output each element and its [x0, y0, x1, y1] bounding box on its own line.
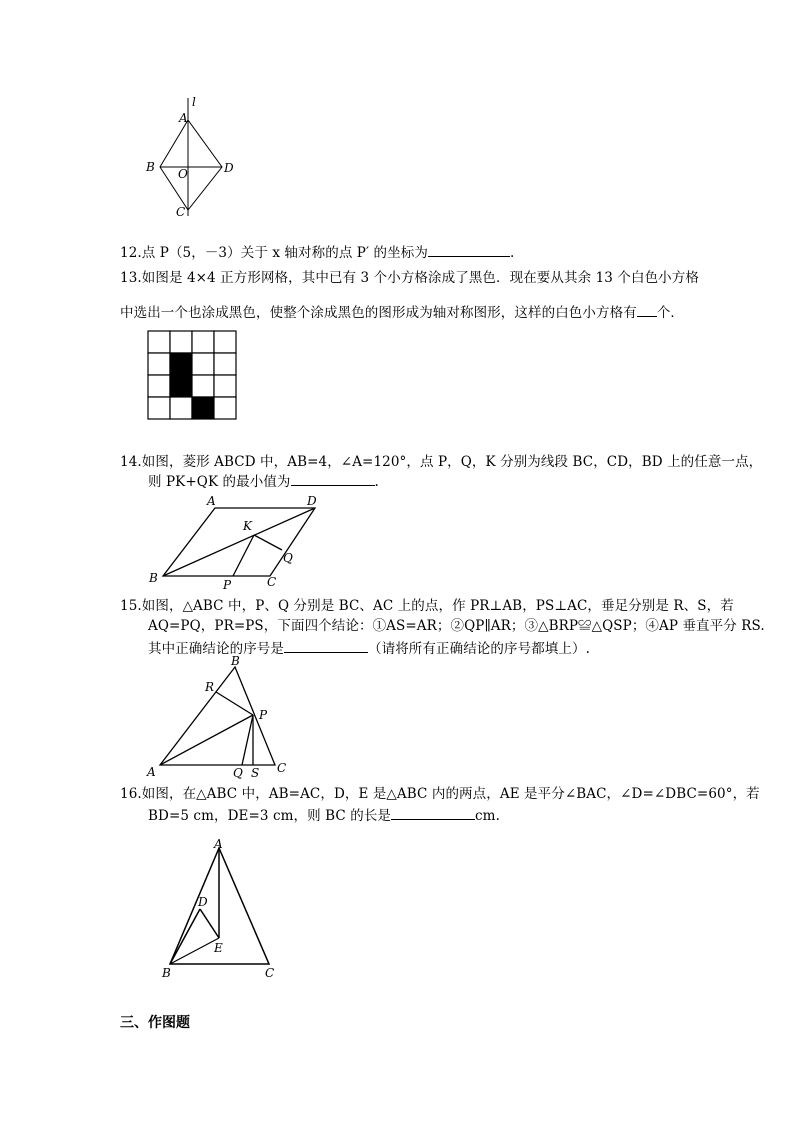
- label-q: Q: [283, 551, 293, 565]
- label-d: D: [224, 161, 234, 175]
- q14-line2-text: 则 PK+QK 的最小值为: [148, 474, 291, 490]
- q16-line2-text: BD=5 cm，DE=3 cm，则 BC 的长是: [148, 808, 392, 824]
- label-q: Q: [233, 766, 243, 780]
- label-a: A: [207, 494, 216, 508]
- section-heading: 三、作图题: [120, 1015, 190, 1031]
- q12-tail: .: [509, 245, 515, 261]
- q12-answer-blank: [428, 242, 510, 257]
- rhombus-abcd: [160, 120, 222, 210]
- q14-answer-blank: [291, 471, 375, 486]
- label-b: B: [162, 966, 171, 980]
- question-15-line2: AQ=PQ，PR=PS，下面四个结论：①AS=AR；②QP∥AR；③△BRP≌△QSP；④AP 垂直平分 RS.: [148, 618, 765, 634]
- label-k: K: [243, 519, 252, 533]
- label-b: B: [146, 160, 155, 174]
- label-c: C: [277, 761, 287, 775]
- label-b: B: [231, 654, 240, 668]
- figure-triangle-de: [158, 838, 288, 983]
- q16-line2-tail: cm.: [475, 808, 500, 824]
- segment-kp: [233, 535, 254, 576]
- grid-cell-r2-c0: [148, 375, 170, 397]
- label-p: P: [223, 578, 232, 592]
- grid-cell-r1-c3: [214, 353, 236, 375]
- segment-kq: [254, 535, 282, 550]
- grid-cell-r0-c2: [192, 331, 214, 353]
- q15-line3-text: 其中正确结论的序号是: [148, 641, 284, 657]
- grid-cell-r1-c1: [170, 353, 192, 375]
- q13-line2-text: 中选出一个也涂成黑色，使整个涂成黑色的图形成为轴对称图形，这样的白色小方格有: [120, 305, 637, 321]
- q15-line3-tail: （请将所有正确结论的序号都填上）.: [368, 641, 590, 657]
- label-d: D: [307, 494, 317, 508]
- q12-text: 12.点 P（5，－3）关于 x 轴对称的点 P′ 的坐标为: [120, 245, 428, 261]
- q14-tail: .: [374, 474, 379, 490]
- label-p: P: [259, 708, 268, 722]
- label-a: A: [214, 837, 223, 851]
- label-e: E: [214, 941, 223, 955]
- label-s: S: [251, 766, 260, 780]
- label-o: O: [178, 167, 188, 181]
- grid-cell-r1-c2: [192, 353, 214, 375]
- grid-cell-r2-c2: [192, 375, 214, 397]
- segment-ap: [160, 715, 253, 765]
- question-16-line1: 16.如图，在△ABC 中，AB=AC，D，E 是△ABC 内的两点，AE 是平分∠BAC，∠D=∠DBC=60°，若: [120, 786, 760, 802]
- grid-cell-r0-c1: [170, 331, 192, 353]
- grid-cell-r2-c1: [170, 375, 192, 397]
- question-14-line2: [148, 471, 379, 492]
- question-13-line1: 13.如图是 4×4 正方形网格，其中已有 3 个小方格涂成了黑色．现在要从其余 13 个白色小方格: [120, 270, 699, 286]
- label-a: A: [179, 111, 188, 125]
- grid-cell-r3-c1: [170, 397, 192, 419]
- grid-cells: [148, 331, 236, 419]
- figure-rhombus-axis: [140, 92, 250, 222]
- q16-answer-blank: [391, 805, 475, 820]
- q13-line2-tail: 个．: [656, 305, 685, 321]
- label-l: l: [192, 95, 196, 109]
- label-c: C: [267, 575, 277, 589]
- grid-cell-r3-c0: [148, 397, 170, 419]
- label-c: C: [176, 205, 186, 219]
- label-d: D: [198, 895, 208, 909]
- q13-answer-blank: [637, 302, 657, 317]
- label-c: C: [265, 966, 275, 980]
- figure-4x4-grid: [147, 330, 239, 422]
- segment-pq: [242, 715, 253, 765]
- figure-rhombus-pqk: [145, 490, 325, 590]
- grid-cell-r0-c3: [214, 331, 236, 353]
- question-16-line2: [148, 805, 500, 826]
- grid-cell-r1-c0: [148, 353, 170, 375]
- question-12: [120, 242, 514, 263]
- grid-cell-r3-c3: [214, 397, 236, 419]
- q15-answer-blank: [284, 638, 368, 653]
- figure-triangle-pqrs: [145, 655, 295, 780]
- grid-cell-r3-c2: [192, 397, 214, 419]
- question-13-line2: [120, 302, 684, 323]
- segment-pr: [216, 692, 253, 715]
- label-r: R: [205, 680, 215, 694]
- question-14-line1: 14.如图，菱形 ABCD 中，AB=4，∠A=120°，点 P，Q，K 分别为线段 BC，CD，BD 上的任意一点，: [120, 454, 763, 470]
- segment-de: [200, 909, 219, 938]
- triangle-abc: [160, 667, 275, 765]
- question-15-line1: 15.如图，△ABC 中，P、Q 分别是 BC、AC 上的点，作 PR⊥AB，PS⊥AC，垂足分别是 R、S，若: [120, 598, 734, 614]
- label-a: A: [147, 765, 156, 779]
- label-b: B: [149, 571, 158, 585]
- grid-cell-r2-c3: [214, 375, 236, 397]
- grid-cell-r0-c0: [148, 331, 170, 353]
